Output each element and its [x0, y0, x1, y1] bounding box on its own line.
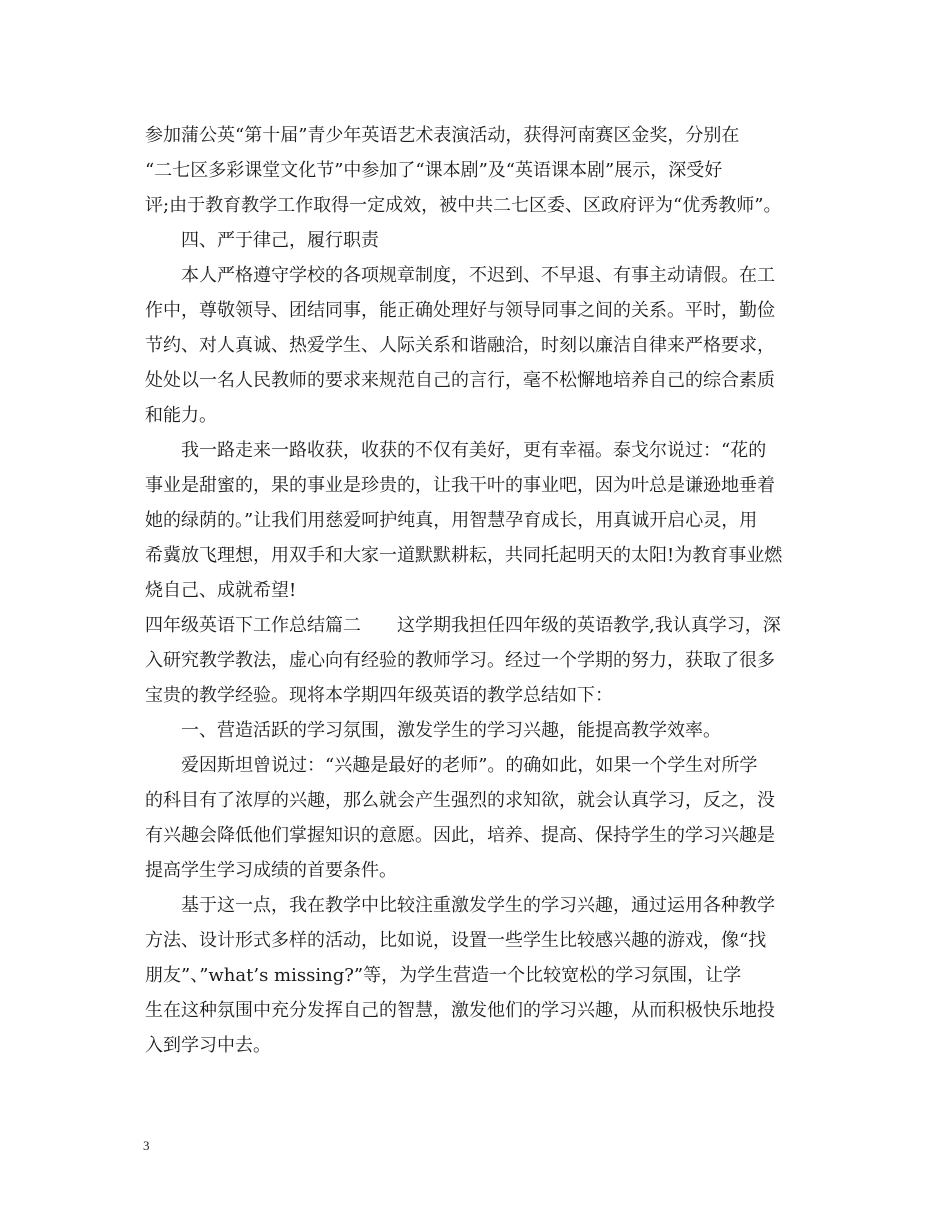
article-title-line: 四年级英语下工作总结篇二 这学期我担任四年级的英语教学,我认真学习，深 [145, 615, 781, 636]
text-line: 我一路走来一路收获，收获的不仅有美好，更有幸福。泰戈尔说过：“花的 [181, 440, 767, 461]
text-line: 希冀放飞理想，用双手和大家一道默默耕耘，共同托起明天的太阳!为教育事业燃 [145, 545, 783, 566]
text-line: 入到学习中去。 [145, 1035, 271, 1056]
text-line: 评;由于教育教学工作取得一定成效，被中共二七区委、区政府评为“优秀教师”。 [145, 195, 782, 216]
text-line: 入研究教学教法，虚心向有经验的教师学习。经过一个学期的努力，获取了很多 [145, 650, 775, 671]
text-line: 宝贵的教学经验。现将本学期四年级英语的教学总结如下： [145, 685, 613, 706]
text-line: 的科目有了浓厚的兴趣，那么就会产生强烈的求知欲，就会认真学习，反之，没 [145, 790, 775, 811]
text-line: 提高学生学习成绩的首要条件。 [145, 860, 397, 881]
text-line: 节约、对人真诚、热爱学生、人际关系和谐融洽，时刻以廉洁自律来严格要求， [145, 335, 775, 356]
document-body [145, 118, 815, 1063]
text-line: 有兴趣会降低他们掌握知识的意愿。因此，培养、提高、保持学生的学习兴趣是 [145, 825, 775, 846]
text-line: 处处以一名人民教师的要求来规范自己的言行，毫不松懈地培养自己的综合素质 [145, 370, 775, 391]
text-line: 事业是甜蜜的，果的事业是珍贵的，让我干叶的事业吧，因为叶总是谦逊地垂着 [145, 475, 775, 496]
page-number: 3 [143, 1138, 150, 1153]
text-line: 和能力。 [145, 405, 217, 426]
section-heading: 四、严于律己，履行职责 [181, 230, 379, 251]
text-line: 烧自己、成就希望! [145, 580, 297, 601]
text-line: 本人严格遵守学校的各项规章制度，不迟到、不早退、有事主动请假。在工 [181, 265, 775, 286]
text-line: 作中，尊敬领导、团结同事，能正确处理好与领导同事之间的关系。平时，勤俭 [145, 300, 775, 321]
section-heading: 一、营造活跃的学习氛围，激发学生的学习兴趣，能提高教学效率。 [181, 720, 721, 741]
text-line: 她的绿荫的。”让我们用慈爱呵护纯真，用智慧孕育成长，用真诚开启心灵，用 [145, 510, 758, 531]
text-line: 朋友”、”what’s missing?”等，为学生营造一个比较宽松的学习氛围，让学 [145, 965, 742, 986]
text-line: 爱因斯坦曾说过：“兴趣是最好的老师”。的确如此，如果一个学生对所学 [181, 755, 758, 776]
text-line: 生在这种氛围中充分发挥自己的智慧，激发他们的学习兴趣，从而积极快乐地投 [145, 1000, 775, 1021]
text-line: “二七区多彩课堂文化节”中参加了“课本剧”及“英语课本剧”展示，深受好 [145, 160, 723, 181]
text-line: 参加蒲公英“第十届”青少年英语艺术表演活动，获得河南赛区金奖，分别在 [145, 125, 740, 146]
text-line: 基于这一点，我在教学中比较注重激发学生的学习兴趣，通过运用各种教学 [181, 895, 775, 916]
text-line: 方法、设计形式多样的活动，比如说，设置一些学生比较感兴趣的游戏，像“找 [145, 930, 767, 951]
